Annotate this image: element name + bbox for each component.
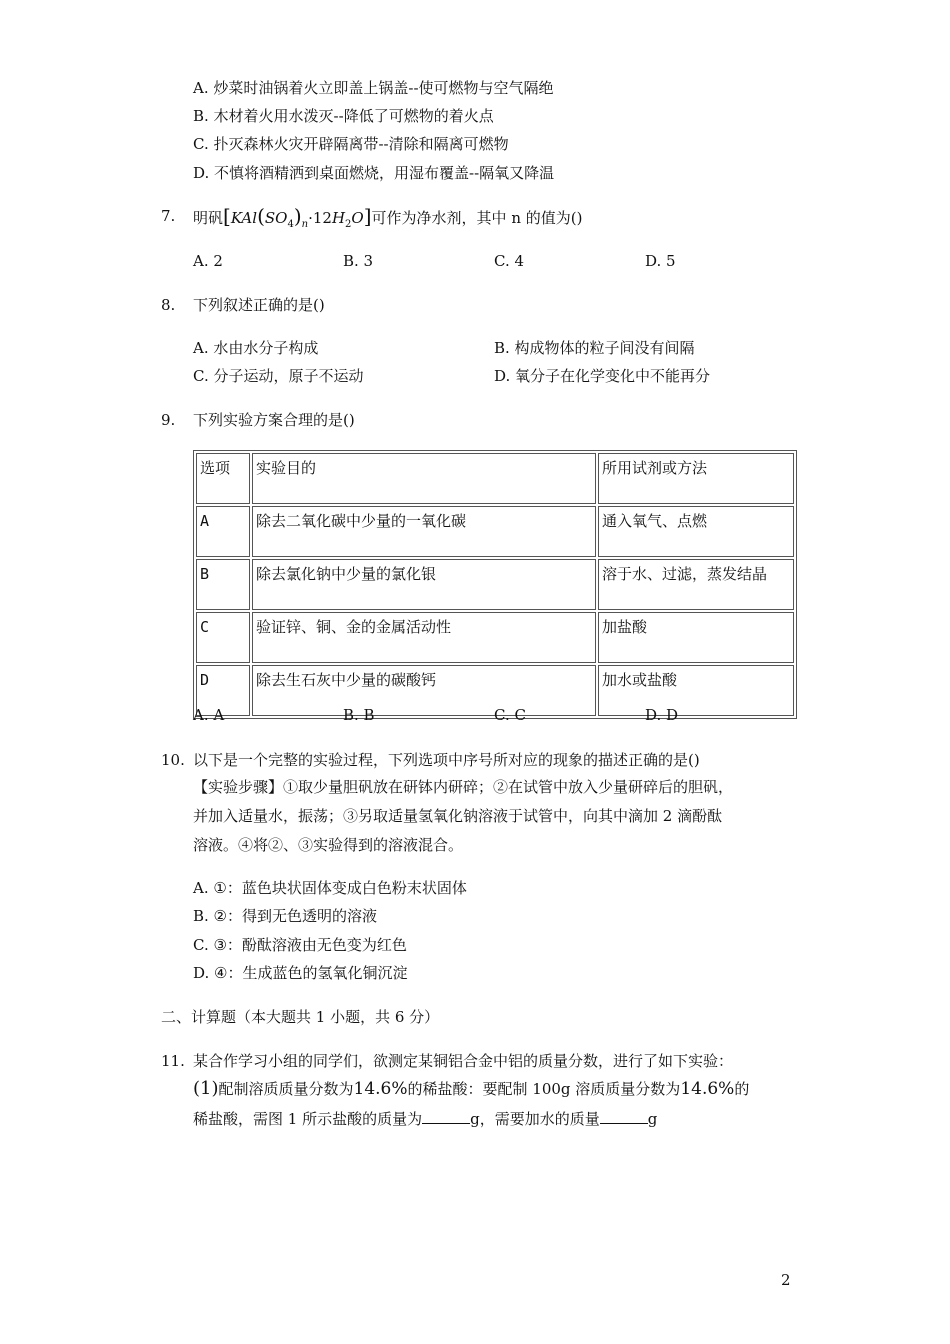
- table-cell: 验证锌、铜、金的金属活动性: [252, 612, 596, 663]
- q7-paren: (): [570, 209, 583, 227]
- table-cell: 除去生石灰中少量的碳酸钙: [252, 665, 596, 716]
- q7-sub-4: 4: [287, 219, 294, 230]
- q11-number: 11.: [161, 1052, 185, 1070]
- q9-number: 9.: [161, 411, 176, 429]
- q10-step-line: 溶液。④将②、③实验得到的溶液混合。: [193, 836, 464, 854]
- q10-step-line: 并加入适量水，振荡；③另取适量氢氧化钠溶液于试管中，向其中滴加 2 滴酚酞: [193, 807, 723, 825]
- table-row: [196, 506, 794, 557]
- q8-option-d: D. 氧分子在化学变化中不能再分: [494, 367, 711, 385]
- table-header-cell: 所用试剂或方法: [598, 453, 794, 504]
- q10-option-b: B. ②：得到无色透明的溶液: [193, 907, 378, 925]
- q6-option-a: A. 炒菜时油锅着火立即盖上锅盖--使可燃物与空气隔绝: [193, 79, 554, 97]
- q7-suffix: 可作为净水剂，其中 n 的值为: [371, 209, 571, 227]
- q7-option-b: B. 3: [343, 252, 374, 270]
- q6-option-b: B. 木材着火用水泼灭--降低了可燃物的着火点: [193, 107, 494, 125]
- q11-line-2: (1)配制溶质质量分数为14.6%的稀盐酸：要配制 100g 溶质质量分数为14.6%的: [193, 1078, 750, 1099]
- q10-option-d: D. ④：生成蓝色的氢氧化铜沉淀: [193, 964, 408, 982]
- q7-sub-n: n: [301, 219, 309, 230]
- q8-option-c: C. 分子运动，原子不运动: [193, 367, 364, 385]
- table-row: [196, 612, 794, 663]
- q6-option-c: C. 扑灭森林火灾开辟隔离带--清除和隔离可燃物: [193, 135, 509, 153]
- q11-line-3: 稀盐酸，需图 1 所示盐酸的质量为 g，需要加水的质量 g: [193, 1110, 658, 1128]
- table-cell: B: [196, 559, 250, 610]
- q9-option-c: C. C: [494, 706, 526, 724]
- table-cell: 溶于水、过滤，蒸发结晶: [598, 559, 794, 610]
- q8-stem: 下列叙述正确的是(): [193, 296, 325, 314]
- table-cell: 除去氯化钠中少量的氯化银: [252, 559, 596, 610]
- q11-percent: 14.6%: [353, 1079, 408, 1099]
- table-header-cell: 实验目的: [252, 453, 596, 504]
- q10-stem: 以下是一个完整的实验过程，下列选项中序号所对应的现象的描述正确的是(): [193, 751, 700, 769]
- q7-number: 7.: [161, 207, 176, 225]
- q10-option-a: A. ①：蓝色块状固体变成白色粉末状固体: [193, 879, 467, 897]
- table-cell: A: [196, 506, 250, 557]
- table-row: [196, 559, 794, 610]
- q8-number: 8.: [161, 296, 176, 314]
- table-cell: D: [196, 665, 250, 716]
- q10-number: 10.: [161, 751, 185, 769]
- q7-formula-kal: KAl: [230, 209, 258, 227]
- q9-option-a: A. A: [193, 706, 225, 724]
- q9-stem: 下列实验方案合理的是(): [193, 411, 355, 429]
- q7-option-d: D. 5: [645, 252, 676, 270]
- q8-option-a: A. 水由水分子构成: [193, 339, 319, 357]
- q10-step-line: 【实验步骤】①取少量胆矾放在研钵内研碎；②在试管中放入少量研碎后的胆矾，: [193, 778, 734, 796]
- table-header-cell: 选项: [196, 453, 250, 504]
- q6-option-d: D. 不慎将酒精洒到桌面燃烧，用湿布覆盖--隔氧又降温: [193, 164, 555, 182]
- q10-option-c: C. ③：酚酞溶液由无色变为红色: [193, 936, 407, 954]
- q11-percent: 14.6%: [680, 1079, 735, 1099]
- q7-prefix: 明矾: [193, 209, 224, 227]
- q7-option-c: C. 4: [494, 252, 525, 270]
- page-number: 2: [781, 1271, 791, 1289]
- q9-paren: (): [343, 411, 355, 429]
- q7-sub-2: 2: [345, 219, 352, 230]
- q8-option-b: B. 构成物体的粒子间没有间隔: [494, 339, 695, 357]
- q7-formula-h: H: [331, 209, 346, 227]
- q10-paren: (): [688, 751, 700, 769]
- section-heading: 二、计算题（本大题共 1 小题，共 6 分）: [161, 1008, 440, 1026]
- table-cell: 加盐酸: [598, 612, 794, 663]
- q7-option-a: A. 2: [193, 252, 223, 270]
- answer-blank[interactable]: [600, 1109, 648, 1124]
- q7-stem: 明矾$[KAl(SO_4)_n\cdot 12H_2O]$可作为净水剂，其中 n 的值为(): [193, 204, 583, 230]
- answer-blank[interactable]: [422, 1109, 470, 1124]
- table-cell: 通入氧气、点燃: [598, 506, 794, 557]
- table-cell: C: [196, 612, 250, 663]
- q9-option-d: D. D: [645, 706, 679, 724]
- q11-part-label: (1): [193, 1078, 219, 1099]
- table-cell: 除去二氧化碳中少量的一氧化碳: [252, 506, 596, 557]
- table-header-row: [196, 453, 794, 504]
- q11-stem: 某合作学习小组的同学们，欲测定某铜铝合金中铝的质量分数，进行了如下实验：: [193, 1052, 734, 1070]
- q8-paren: (): [313, 296, 325, 314]
- q9-table: [193, 450, 797, 719]
- q7-formula-o: O: [351, 209, 364, 227]
- table-cell: 加水或盐酸: [598, 665, 794, 716]
- q7-formula-so: SO: [264, 209, 288, 227]
- q7-dot-twelve: ·12: [308, 209, 332, 227]
- q9-option-b: B. B: [343, 706, 375, 724]
